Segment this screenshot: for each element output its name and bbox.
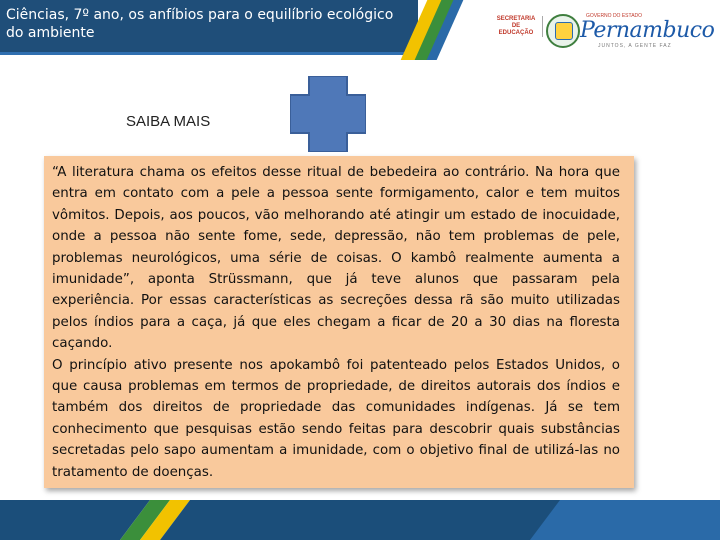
- text-box: [44, 156, 634, 488]
- secretaria-logo: SECRETARIA DE EDUCAÇÃO: [494, 16, 543, 37]
- brand-logo-text: Pernambuco: [580, 18, 715, 43]
- header: [0, 0, 720, 60]
- footer-band: [0, 500, 720, 540]
- section-label: SAIBA MAIS: [126, 113, 211, 130]
- brand-tagline: JUNTOS, A GENTE FAZ: [598, 43, 672, 49]
- header-title-band: [0, 0, 418, 55]
- brand-subtitle: GOVERNO DO ESTADO: [586, 13, 643, 19]
- page-title: Ciências, 7º ano, os anfíbios para o equilíbrio ecológico do ambiente: [6, 7, 394, 41]
- logos: [490, 10, 715, 52]
- paragraph-2: O princípio ativo presente nos apokambô foi patenteado pelos Estados Unidos, o que causa problemas em termos de propriedade, de direitos autorais dos índios e também dos direitos de propriedade das comunidades indígenas. Já se tem conhecimento que pesquisas estão sendo feitas para descobrir quais substâncias secretadas pelo sapo aumentam a imunidade, com o objetivo final de utilizá-las no tratamento de doenças.: [52, 357, 620, 480]
- plus-cross-icon: [290, 76, 366, 152]
- text-box-content: [52, 162, 620, 483]
- paragraph-1: “A literatura chama os efeitos desse ritual de bebedeira ao contrário. Na hora que entra em contato com a pele a pessoa sente formigamento, calor e tem muitos vômitos. Depois, aos poucos, vão melhorando até atingir um estado de inocuidade, onde a pessoa não sente fome, sede, depressão, não tem problemas de pele, problemas neurológicos, uma série de coisas. O kambô realmente aumenta a imunidade”, aponta Strüssmann, que já teve alunos que passaram pela experiência. Por essas características as secreções dessa rã são muito utilizadas pelos índios para a caça, já que eles chegam a ficar de 20 a 30 dias na floresta caçando.: [52, 165, 620, 352]
- state-crest-icon: [546, 14, 580, 48]
- crest-shield-icon: [555, 22, 573, 40]
